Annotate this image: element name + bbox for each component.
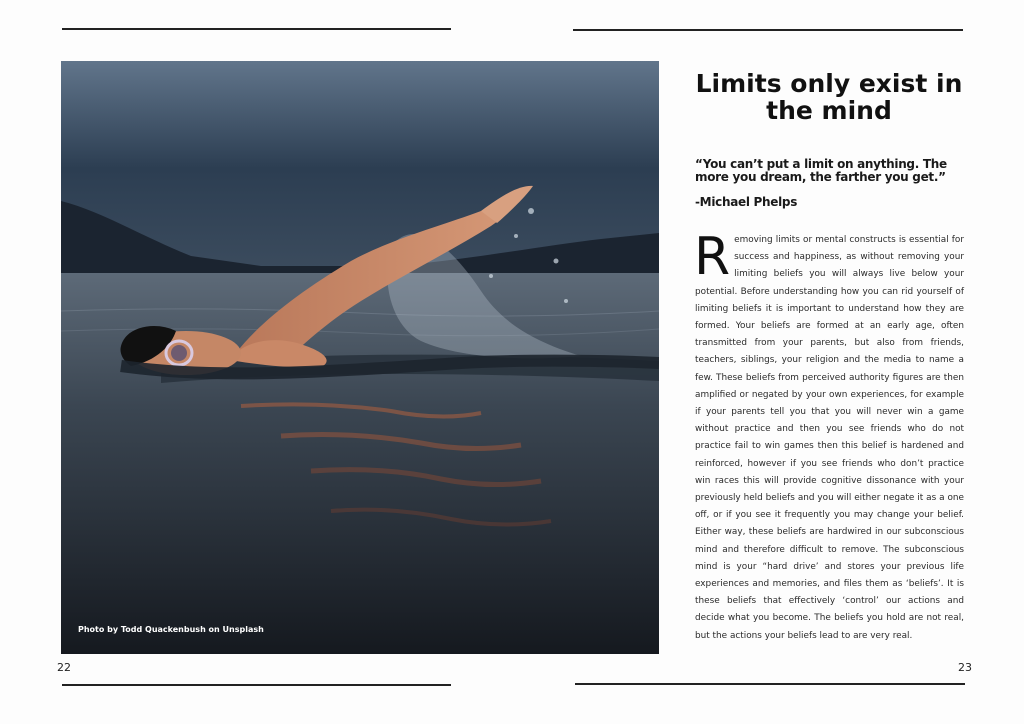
- photo-credit: Photo by Todd Quackenbush on Unsplash: [78, 625, 264, 634]
- top-rule-left: [62, 28, 451, 30]
- article-body: [694, 227, 964, 645]
- quote-author: -Michael Phelps: [695, 195, 798, 209]
- page-number-right: 23: [958, 661, 972, 674]
- bottom-rule-right: [575, 683, 965, 685]
- swimmer-illustration: [61, 61, 659, 654]
- article-title: Limits only exist in the mind: [695, 69, 963, 125]
- swimmer-photo: [61, 61, 659, 654]
- drop-cap: R: [694, 227, 731, 287]
- article-body-text: emoving limits or mental constructs is essential for success and happiness, as without removing your limiting beliefs you will always live below your potential. Before understanding how you can rid yourself of limiting beliefs it is important to understand how they are formed. Your beliefs are formed at an early age, often transmitted from your parents, but also from friends, teachers, siblings, your religion and the media to name a few. These beliefs from perceived authority figures are then amplified or negated by your own experiences, for example if your parents tell you that you will never win a game without practice and then you see friends who do not practice fail to win games then this belief is hardened and reinforced, however if you see friends who don’t practice win races this will provide cognitive dissonance with your previously held beliefs and you will either negate it as a one off, or if you see it frequently you may change your belief. Either way, these beliefs are hardwired in our subconscious mind and therefore difficult to remove. The subconscious mind is your “hard drive’ and stores your previous life experiences and memories, and files them as ‘beliefs’. It is these beliefs that effectively ‘control’ our actions and decide what you become. The beliefs you hold are not real, but the actions your beliefs lead to are very real.: [695, 235, 964, 641]
- pull-quote: “You can’t put a limit on anything. The more you dream, the farther you get.”: [695, 157, 947, 184]
- bottom-rule-left: [62, 684, 451, 686]
- page-number-left: 22: [57, 661, 71, 674]
- top-rule-right: [573, 29, 963, 31]
